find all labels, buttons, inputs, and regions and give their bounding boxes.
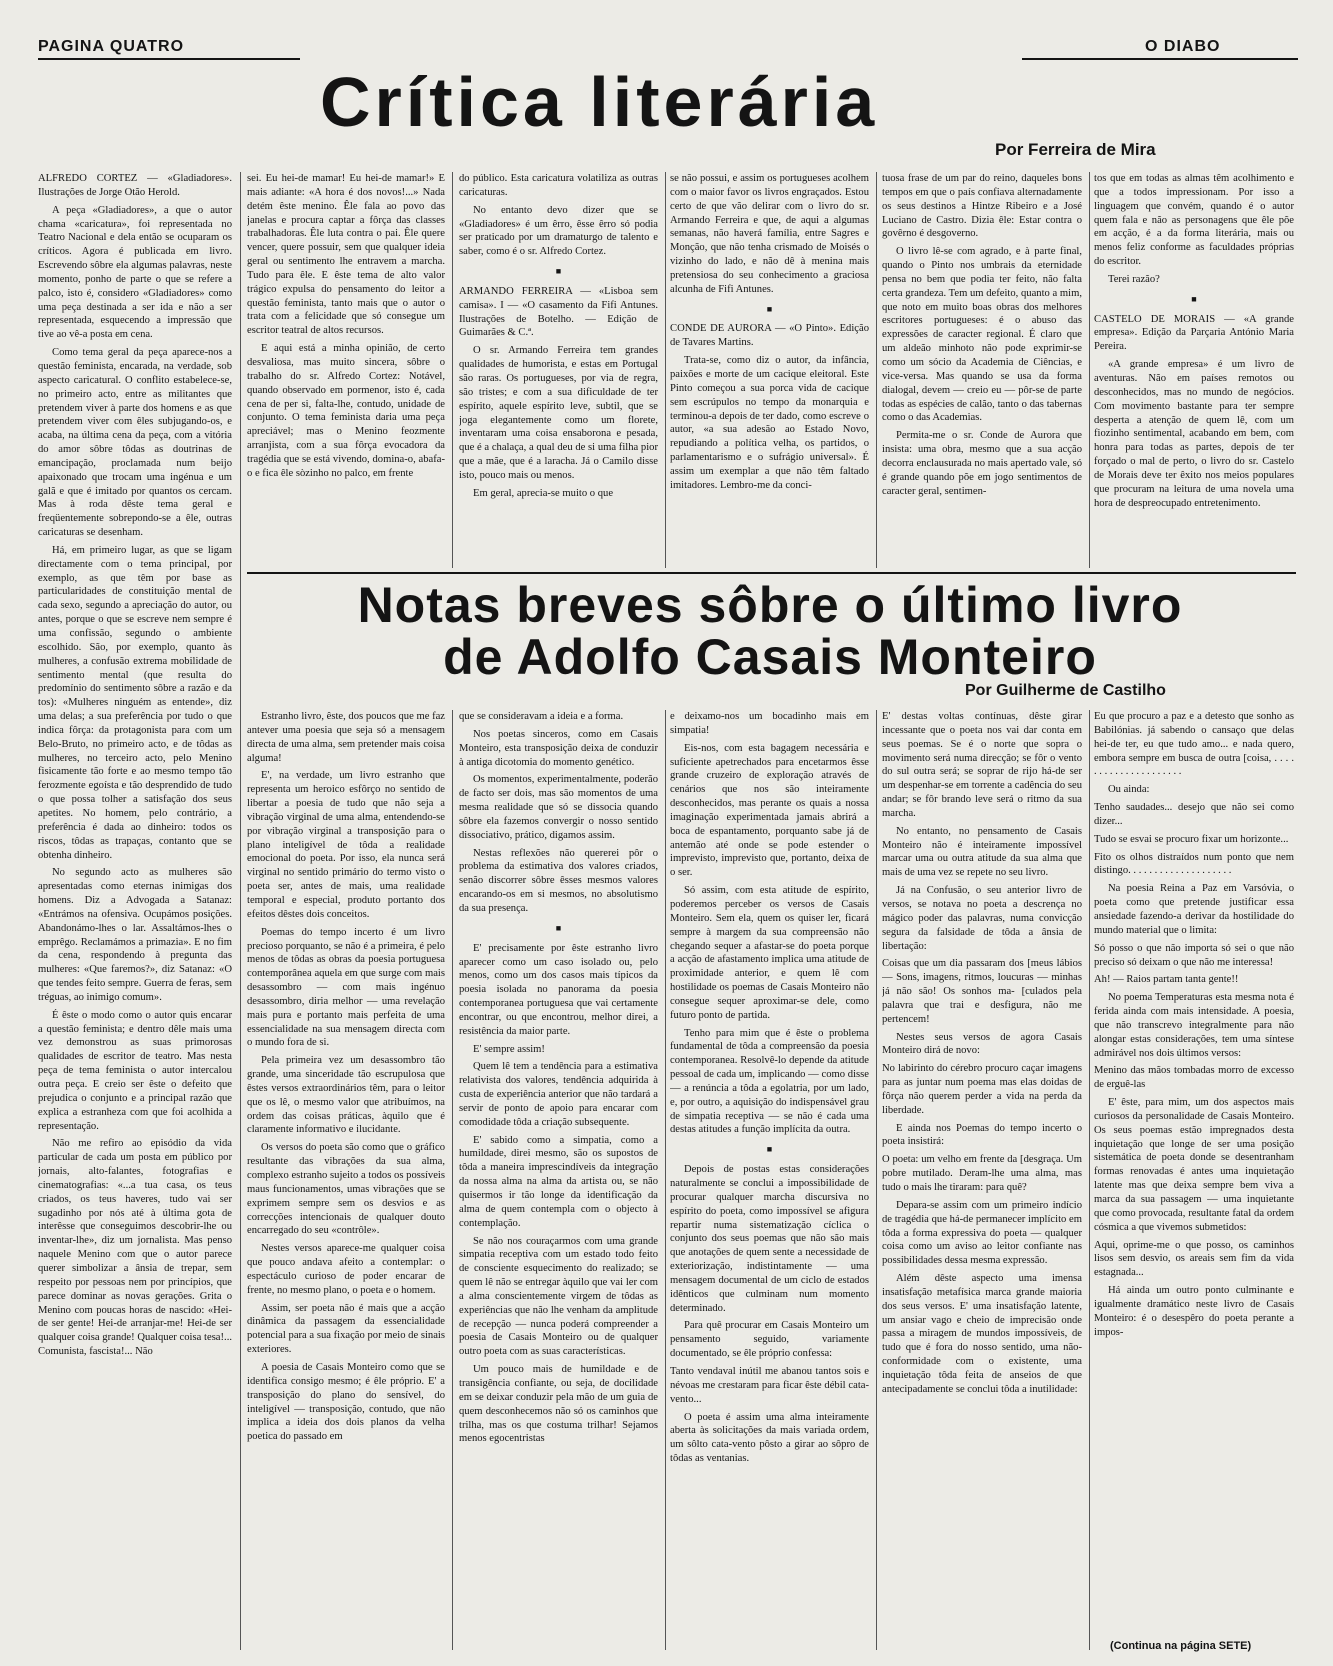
paragraph: Fito os olhos distraídos num ponto que nem distingo. . . . . . . . . . . . . . . . . . . . [1094, 851, 1294, 877]
paragraph: O poeta: um velho em frente da [desgraça. Um pobre mutilado. Deram-lhe uma alma, mas tudo o mais lhe tiraram: para quê? [882, 1154, 1082, 1193]
paragraph: Coisas que um dia passaram dos [meus lábios — Sons, imagens, ritmos, loucuras — minhas já não são! Os sonhos ma- [culados pela palavra que trai e desfigura, não me pertencem! [882, 958, 1082, 1025]
paragraph: Há, em primeiro lugar, as que se ligam directamente com o tema principal, por exemplo, as que têm por base as particularidades de constituição mental de cada sexo, segundo a apreciação do autor, ou antes, porque o que se escreve nem sempre é uma confissão, segundo o ambiente escolhido. São, por exemplo, quanto às mulheres, a confusão extrema mobilidade de sentimento mental (que resulta do predomínio do sentimento sôbre a razão e da tos): «Mulheres ninguém as entende», diz uma delas; a sua preferência por tudo o que indica fôrça: da protagonista para com um Belo-Bruto, no primeiro acto, e de tôdas as mulheres, no terceiro acto, pelo Menino fisicamente tão forte e ao mesmo tempo tão ferozmente egoísta e tão desprendido de tudo o que possa tolher a satisfação dos seus apetites. No homem, pelo contrário, a preferência é dada ao dinheiro: todos os riscos, tôdas as trapaças, contanto que se obtenha dinheiro. [38, 544, 232, 861]
paragraph: Tenho para mim que é êste o problema fundamental de tôda a compreensão da poesia contemporanea. Resolvê-lo depende da atitude pessoal de cada um, implicando — como disse — a renúncia a tôda a egolatria, por um lado, e, por outro, a aquisição do indispensável grau de simpatia receptiva — se não é cada uma destas atitudes a função implícita da outra. [670, 1027, 869, 1136]
paragraph: Depois de postas estas considerações naturalmente se conclui a impossibilidade de procurar qualquer marcha discursiva no espírito do poeta, como impossível se afigura repartir numa sistematização cíclica o conjunto dos seus poemas que não são mais que anotações de quem sente a necessidade de exteriorização, indistintamente — uma mensagem documental de um ciclo de estados idênticos que culminam num momento determinado. [670, 1164, 869, 1314]
article2-column-1 [247, 710, 445, 1650]
paragraph: tos que em todas as almas têm acolhimento e que a todos impressionam. Por isso a linguagem que convém, quando é o autor quem fala e não as personagens que êle põe em acção, é a da forma literária, mais ou menos feliz conforme as faculdades próprias do escritor. [1094, 173, 1294, 268]
column-divider [452, 172, 453, 568]
paragraph: Já na Confusão, o seu anterior livro de versos, se notava no poeta a descrença no mágico poder das palavras, numa convicção segura da falsidade de tôda a ânsia de libertação: [882, 885, 1082, 952]
paragraph: A poesia de Casais Monteiro como que se identifica consigo mesmo; é êle próprio. E' a transposição do plano do sensível, do inteligível — transposição, contudo, que não implica a ideia dos dois planos da velha poetica do passado em [247, 1361, 445, 1443]
paragraph: No entanto devo dizer que se «Gladiadores» é um êrro, êsse êrro só podia ser praticado por um dramaturgo de talento e saber, como é o sr. Alfredo Cortez. [459, 204, 658, 258]
column-divider [240, 172, 241, 1650]
paragraph: Eu que procuro a paz e a detesto que sonho as Babilónias. já sabendo o cansaço que delas hei-de ter, eu que tudo amo... e nada quero, embora sempre em busca de outra [coisa, . . . . . . . . . . . . . . . . . . . . . [1094, 711, 1294, 778]
paragraph: Pela primeira vez um desassombro tão grande, uma sinceridade tão escrupulosa que êstes versos extraordinários têm, para o leitor que os lê, o mesmo valor que atribuímos, na ordem das coisas práticas, àquilo que é claramente informativo e ilucidante. [247, 1055, 445, 1136]
column-divider [452, 710, 453, 1650]
paragraph: sei. Eu hei-de mamar! Eu hei-de mamar!» E mais adiante: «A hora é dos novos!...» Nada detém êste menino. Êle fala ao povo das janelas e procura captar a fôrça das classes trabalhadoras. Êle luta contra o pai. Êle quere vencer, quere possuir, sem que qualquer ideia geral ou sentimento lhe entravem a marcha. Tudo para êle. E êste tema de alto valor trágico expulsa do pensamento do leitor a questão feminista, tanto mais que o autor o trata com a felicidade que só consegue um escritor teatral de altos recursos. [247, 173, 445, 337]
paragraph: E' sempre assim! [473, 1043, 545, 1055]
header-rule-right [1022, 58, 1298, 60]
article1-column-6 [1094, 172, 1294, 568]
paragraph: Só posso o que não importa só sei o que não preciso só deixam o que não me interessa! [1094, 942, 1294, 968]
paragraph: No poema Temperaturas esta mesma nota é ferida ainda com mais intensidade. A poesia, que não transcrevo integralmente para não alongar estas considerações, tem uma síntese admirável nos dois últimos versos: [1094, 992, 1294, 1059]
paragraph: A peça «Gladiadores», a que o autor chama «caricatura», foi representada no Teatro Nacional e dela então se ocuparam os críticos. Agora é publicada em livro. Escrevendo sôbre ela algumas palavras, neste momento, ponho de parte o que se refere a palco, isto é, considero «Gladiadores» como uma peça destinada a ser ida e não a ser representada, esquecendo a impressão que tive ao vê-a posta em cena. [38, 204, 232, 341]
section-rule [247, 572, 1296, 574]
article1-title: Crítica literária [320, 63, 879, 141]
column-divider [665, 172, 666, 568]
section-separator: ■ [555, 922, 562, 933]
paragraph: Menino das mãos tombadas morro de excesso de erguê-las [1094, 1065, 1294, 1091]
article2-title-line2: de Adolfo Casais Monteiro [443, 629, 1097, 685]
paragraph: E' precisamente por êste estranho livro aparecer como um caso isolado ou, pelo menos, como um dos casos mais típicos da poesia isolada no panorama da poesia contemporanea portuguesa que vai certamente encontrar, ou que encontrou, melhor direi, a resistência da maior parte. [459, 942, 658, 1037]
paragraph: Estranho livro, êste, dos poucos que me faz antever uma poesia que seja só a mensagem directa de uma alma, sem pretender mais coisa alguma! [247, 711, 445, 764]
column-divider [1089, 172, 1090, 568]
paragraph: e deixamo-nos um bocadinho mais em simpatia! [670, 711, 869, 736]
paragraph: E' sabido como a simpatia, como a humildade, direi mesmo, são os supostos de tôda a maneira imprescindíveis da integração da nossa alma na alma da artista ou, se não quisermos ir tão longe da identificação da alma de quem contempla com o objecto à contemplação. [459, 1134, 658, 1229]
paragraph: CASTELO DE MORAIS — «A grande empresa». Edição da Parçaria António Maria Pereira. [1094, 313, 1294, 353]
paragraph: Como tema geral da peça aparece-nos a questão feminista, encarada, na verdade, sob aspecto caricatural. O conflito estabelece-se, no primeiro acto, entre as militantes que pretendem viver à parte dos homens e as que pretendem viver com êles subjugando-os, e acaba, na última cena da peça, com a vitória do amor sôbre tôdas as doutrinas de emancipação, proclamada num beijo apaixonado que trocam uma ingénua e um galã e que é imitado por quantos os cercam. Mas à roda dêste tema geral e freqüentemente sobrepondo-se a êle, outras caricaturas se desenham. [38, 347, 232, 539]
paragraph: Em geral, aprecia-se muito o que [473, 487, 614, 499]
article2-column-3 [670, 710, 869, 1650]
paragraph: O sr. Armando Ferreira tem grandes qualidades de humorista, e estas em Portugal são raras. Os portugueses, por via de regra, são tristes; e com a sua dificuldade de ter espírito, aquele espírito leve, subtil, que se joga elegantemente como um florete, inventaram uma coisa ensaborona e pesada, que é a chalaça, a qual deu de si uma filha pior que a mãe, que é a laracha. Já o Camilo disse isto, pouco mais ou menos. [459, 345, 658, 481]
paragraph: Tenho saudades... desejo que não sei como dizer... [1094, 802, 1294, 827]
paragraph: «A grande empresa» é um livro de aventuras. Não em países remotos ou desconhecidos, mas no mundo de negócios. Com movimento bastante para ter sempre desperta a atenção de quem lê, com um fiozinho sentimental, acabando em bem, com honra para todas as partes, depois de ter forçado o mal de perto, o livro do sr. Castelo de Morais deve ter êxito nos meios populares que procuram na leitura de uma novela uma hora de despreocupado entretenimento. [1094, 359, 1294, 509]
paragraph: No labirinto do cérebro procuro caçar imagens para as juntar num poema mas elas doidas de fôrça não querem perder a vida na perda da liberdade. [882, 1063, 1082, 1116]
article1-column-5 [882, 172, 1082, 568]
article1-byline: Por Ferreira de Mira [995, 140, 1156, 159]
paragraph: Nestas reflexões não quererei pôr o problema da estimativa dos valores criados, senão discorrer sôbre êsses mesmos valores encarando-os em si mesmos, no absolutismo da sua presença. [459, 847, 658, 914]
paragraph: O poeta é assim uma alma inteiramente aberta às solicitações da mais variada ordem, um sôlto cata-vento pôsto a girar ao sôpro de tôdas as ventanias. [670, 1411, 869, 1465]
paragraph: Nestes seus versos de agora Casais Monteiro dirá de novo: [882, 1031, 1082, 1057]
section-separator: ■ [1191, 293, 1197, 304]
paragraph: Um pouco mais de humildade e de transigência confiante, ou seja, de docilidade em se deixar conduzir pela mão de um guia de quem desconhecemos não só os caminhos que trilha, mas os que costuma trilhar! Sejamos menos egocentristas [459, 1364, 658, 1445]
paragraph: No segundo acto as mulheres são apresentadas como eternas inimigas dos homens. Diz a Advogada a Satanaz: «Entrámos na ofensiva. Ocupámos posições. Abandonámo-lhes o lar. Assaltámos-lhes o emprêgo. Reclamámos a primazia». E no fim da cena, respondendo à pregunta das mulheres: «Que faremos?», diz Satanaz: «O que tendes feito sempre. Guerra de feras, sem tréguas, ao inimigo comum». [38, 867, 232, 1003]
paragraph: Além dêste aspecto uma imensa insatisfação metafísica marca grande maioria dos seus versos. E' uma insatisfação latente, um ansiar vago e cheio de imprecisão onde passa a miragem de mundos impossíveis, de tudo que é fora do nosso sentido, uma não-conformidade com o existente, uma inquietação tôda feita de anseios de que antecipadamente se conclui tôda a inutilidade: [882, 1273, 1082, 1395]
paragraph: ALFREDO CORTEZ — «Gladiadores». Ilustrações de Jorge Otão Herold. [38, 173, 232, 198]
column-divider [665, 710, 666, 1650]
paragraph: Assim, ser poeta não é mais que a acção dinâmica da passagem da essencialidade potencial para a sua fixação por meio de sinais exteriores. [247, 1302, 445, 1356]
article1-column-1 [38, 172, 232, 1650]
paragraph: No entanto, no pensamento de Casais Monteiro não é inteiramente impossível marcar uma ou outra atitude da sua alma que mais de uma vez se repete no seu livro. [882, 825, 1082, 879]
section-separator: ■ [766, 1144, 773, 1155]
continued-note: (Continua na página SETE) [1110, 1640, 1252, 1652]
paragraph: Nestes versos aparece-me qualquer coisa que pouco andava afeito a contemplar: o espectáculo curioso de poder encarar de frente, no mesmo plano, o poeta e o homem. [247, 1243, 445, 1296]
paragraph: Só assim, com esta atitude de espírito, poderemos perceber os versos de Casais Monteiro. Sem ela, quem os quiser ler, ficará sempre à margem da sua compreensão não chegando sequer a afastar-se do poeta porque a acção de afastamento implica uma atitude de proximidade anterior, e quem lê com hostilidade os poemas de Casais Monteiro não consegue sequer aproximar-se dele, como futuro ponto de partida. [670, 885, 869, 1021]
paragraph: Tanto vendaval inútil me abanou tantos sois e névoas me crestaram para ficar êste débil cata-vento... [670, 1365, 869, 1405]
paragraph: E aqui está a minha opinião, de certo desvaliosa, mas muito sincera, sôbre o trabalho do sr. Alfredo Cortez: Notável, quando observado em pormenor, isto é, cada cena de per si, falta-lhe, contudo, unidade de conjunto. O tema feminista daria uma peça apreciável; mas o Menino feozmente arranjista, com a sua fôrça evocadora da tragédia que se está vivendo, domina-o, abafa-o e fica êle sòzinho no palco, em frente [247, 343, 445, 479]
article1-column-3 [459, 172, 658, 568]
paragraph: Se não nos couraçarmos com uma grande simpatia receptiva com um estado todo feito de consciente esquecimento do realizado; se quem lê não se entregar àquilo que vai ler com a alma conscientemente virgem de tôdas as experiências que não lhe venham da amplitude de recepção — nunca poderá compreender a poesia de Casais Monteiro ou de qualquer outro poeta com as suas características. [459, 1235, 658, 1358]
section-separator: ■ [766, 303, 773, 314]
article2-title-line1: Notas breves sôbre o último livro [357, 577, 1183, 633]
paragraph: Os momentos, experimentalmente, poderão de facto ser dois, mas são momentos de uma mesma realidade que só se dissocia quando sôbre ela fazemos convergir o nosso sentido dissociativo, prático, digamos assim. [459, 774, 658, 841]
article2-column-2 [459, 710, 658, 1650]
column-divider [1089, 710, 1090, 1650]
paragraph: Tudo se esvai se procuro fixar um horizonte... [1094, 833, 1289, 845]
paragraph: Trata-se, como diz o autor, da infância, paixões e morte de um cacique eleitoral. Este Pinto começou a sua porca vida de cacique sem escrúpulos no tempo da monarquia e terminou-a depois de ter dado, como escreve o autor, «a sua adesão ao Estado Novo, repudiando a política velha, os partidos, o parlamentarismo e o sufrágio universal». É assim um exemplar a que não têm faltado imitadores. Lembro-me da conci- [670, 355, 869, 491]
paragraph: Ou ainda: [1108, 784, 1150, 796]
section-separator: ■ [555, 266, 562, 277]
paragraph: Aqui, oprime-me o que posso, os caminhos lisos sem desvio, os areais sem fim da vida estagnada... [1094, 1239, 1294, 1279]
article2-column-4 [882, 710, 1082, 1650]
article2-column-5 [1094, 710, 1294, 1635]
paragraph: ARMANDO FERREIRA — «Lisboa sem camisa». I — «O casamento da Fifi Antunes. Ilustrações de Botelho. — Edição de Guimarães & C.ª. [459, 285, 658, 339]
article1-column-4 [670, 172, 869, 568]
paragraph: Eis-nos, com esta bagagem necessária e suficiente apetrechados para encetarmos êsse grande cruzeiro de exploração através de cenários que nos são inteiramente desconhecidos, mas perante os quais a nossa imaginação experimentada jamais abrirá a boca de espantamento, porquanto sabe já de antemão até onde se pode estender o imprevisto, imprevisto que, portanto, deixa de o ser. [670, 742, 869, 879]
paragraph: E ainda nos Poemas do tempo incerto o poeta insistirá: [882, 1122, 1082, 1148]
paragraph: Os versos do poeta são como que o gráfico resultante das vibrações da sua alma, complexo estranho sujeito a todos os possíveis maus funcionamentos, umas vibrações que se exprimem sempre sem os desvios e as correcções intencionais de qualquer douto encarregado do seu «contrôle». [247, 1142, 445, 1237]
column-divider [876, 172, 877, 568]
paragraph: do público. Esta caricatura volatiliza as outras caricaturas. [459, 173, 658, 198]
paragraph: que se consideravam a ideia e a forma. [459, 711, 624, 722]
paragraph: E' destas voltas contínuas, dêste girar incessante que o poeta nos vai dar conta em seus poemas. Se é o norte que sopra o movimento será numa direcção; se fôr o vento do sul outra será; se soprar de rijo há-de ser um despenhar-se em torrente a cadência do seu andar; se fôr brando leve será o ritmo da sua marcha. [882, 711, 1082, 819]
paragraph: Há ainda um outro ponto culminante e igualmente dramático neste livro de Casais Monteiro: é o desespêro do poeta perante a impos- [1094, 1285, 1294, 1338]
paragraph: O livro lê-se com agrado, e à parte final, quando o Pinto nos umbrais da eternidade pensa no bem que podia ter feito, não falta certa grandeza. Tem um defeito, quanto a mim, que noto em muito boas obras dos melhores escritores portugueses: é o abuso das expressões de caracter regional. É claro que um aldeão minhoto não pode exprimir-se como um sócio da Academia de Ciências, e vice-versa. Mas quando se usa da forma dialogal, devem — creio eu — pôr-se de parte todas as espécies de calão, tanto o das tabernas como o das Academias. [882, 246, 1082, 424]
paragraph: Terei razão? [1108, 273, 1160, 285]
paragraph: E', na verdade, um livro estranho que representa um heroico esfôrço no sentido de libertar a poesia de tudo que não seja a vibração virginal de uma alma, entendendo-se por vibração virginal a transposição para o plano inteligível de tôda a realidade emocional do poeta. Por isso, ela nunca será virginal no sentido primário do termo visto o poeta ser, antes de mais, uma realidade temporal e especial, produto portanto dos efeitos dêstes dois conceitos. [247, 770, 445, 920]
page-number-header: PAGINA QUATRO [38, 38, 185, 55]
paragraph: Quem lê tem a tendência para a estimativa relativista dos valores, tendência adquirida à custa de experiência anterior que não tardará a servir de ponto de apoio para encarar com comodidade tôda a criação subsequente. [459, 1061, 658, 1128]
column-divider [876, 710, 877, 1650]
paragraph: CONDE DE AURORA — «O Pinto». Edição de Tavares Martins. [670, 323, 869, 349]
paragraph: E' êste, para mim, um dos aspectos mais curiosos da personalidade de Casais Monteiro. Os seus poemas estão impregnados desta inquietação que longe de ser uma posição sistemática de poeta donde se desentranham formas renovadas é antes uma inquietação latente mas que deixa sempre bem viva a marca da sua passagem — uma inquietante que como provocada, resultante fatal da ordem cósmica a que vivemos submetidos: [1094, 1097, 1294, 1233]
paragraph: Permita-me o sr. Conde de Aurora que insista: uma obra, mesmo que a sua acção decorra enclausurada no mais apertado vale, só é grande quando põe em jogo sentimentos de caracter geral, sentimen- [882, 430, 1082, 497]
paragraph: Para quê procurar em Casais Monteiro um pensamento seguido, variamente documentado, se êle próprio confessa: [670, 1320, 869, 1360]
paragraph: se não possui, e assim os portugueses acolhem com o maior favor os livros engraçados. Estou certo de que vão delirar com o livro do sr. Armando Ferreira e que, de aqui a algumas semanas, não haverá família, entre Sagres e Monção, que não tenha crismado de Moisés o vizinho do lado, e não dê à menina mais pretensiosa do seu conhecimento a graciosa alcunha de Fifi Antunes. [670, 173, 869, 295]
header-rule-left [38, 58, 300, 60]
paragraph: Nos poetas sinceros, como em Casais Monteiro, esta transposição deixa de conduzir à antiga dicotomia do momento genético. [459, 728, 658, 768]
paragraph: Poemas do tempo incerto é um livro precioso porquanto, se não é a primeira, é pelo menos de tôdas as obras da poesia portuguesa contemporânea aquela em que surge com mais desassombro — com mais ingénuo desassombro, diria melhor — uma revelação mais pura e portanto mais perfeita de uma essencialidade na sua mensagem directa com o mundo fora de si. [247, 926, 445, 1049]
paragraph: Ah! — Raios partam tanta gente!! [1094, 974, 1239, 986]
paragraph: tuosa frase de um par do reino, daqueles bons tempos em que o país confiava alternadamente os seus destinos a Hintze Ribeiro e a José Luciano de Castro. Dizia êle: Estar contra o govêrno é desgoverno. [882, 173, 1082, 240]
paragraph: Depara-se assim com um primeiro indício de tragédia que há-de permanecer implícito em tôda a forma expressiva do poeta — qualquer coisa como um aviso ao leitor confiante nas possibilidades dessa mesma expressão. [882, 1199, 1082, 1267]
newspaper-name-header: O DIABO [1145, 38, 1221, 55]
paragraph: É êste o modo como o autor quis encarar a questão feminista; e dentro dêle mais uma vez demonstrou as suas primorosas qualidades de escritor de teatro. Mas nesta peça de tema feminista o autor intercalou outra peça. E creio ser êste o defeito que prejudica o conjunto e a principal razão que explica a estranheza com que foi acolhida a representação. [38, 1009, 232, 1132]
article2-byline: Por Guilherme de Castilho [965, 682, 1166, 699]
article1-column-2 [247, 172, 445, 568]
paragraph: Na poesia Reina a Paz em Varsóvia, o poeta como que pretende justificar essa ansiedade fazendo-a derivar da hostilidade do mundo material que o limita: [1094, 883, 1294, 936]
paragraph: Não me refiro ao episódio da vida particular de cada um posta em público por jornais, alto-falantes, fotografias e cinematografias: «...a tua casa, os teus criados, os teus haveres, tudo vai ser sugadinho por nós até à última gota de interêsse que conseguimos descobrir-lhe ou inventar-lhe», diz um jornalista. Mas penso naquele Menino com que o autor parece querer simbolizar a ânsia de trepar, sem respeito por pessoas nem por princípios, que parece dominar as novas gerações. Grita o Menino com poucas horas de nascido: «Hei-de ser gente! Hei-de arranjar-me! Hei-de ser qualquer coisa grande! Qualquer coisa tesa!... Comunista, fascista!... Não [38, 1138, 232, 1358]
